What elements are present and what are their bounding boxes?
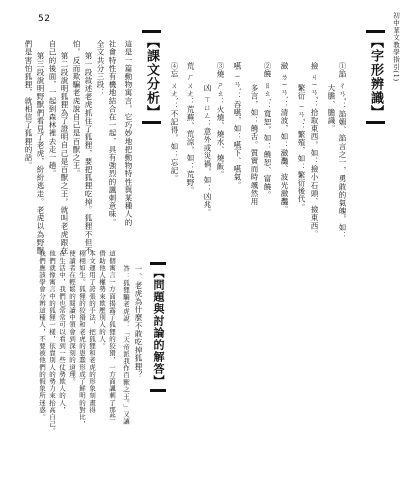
body-line: 栩栩如生。狐狸的狡猾和老虎的愚蠢形成了鮮明的對比， [78,250,86,428]
body-line: 們是害怕狐狸，就相信了狐狸的話。 [24,40,33,170]
body-line: 本文運用了誇張的手法，把狐狸和老虎的形象刻畫得 [88,250,96,414]
running-header: 初中華文教學指引(1) [392,12,400,83]
section-label: 問題與討論的解答 [152,279,165,375]
zixing-line: ④忘 ㄨㄤˋ：不記得，如：忘記。 [170,62,179,183]
bracket-close [152,375,165,387]
bracket-close [144,105,159,119]
section-label: 字形辨識 [368,49,383,105]
zixing-line: 荒 ㄏㄨㄤ：荒蕪、荒涼，如：荒野。 [186,62,195,195]
body-line: 社會特性有機地結合在一起，具有強烈的諷刺意味。 [108,40,117,227]
body-line: 他們就像寓言中的狐狸一樣，依靠別人的勢力來抬高自己。 [48,250,56,435]
question-line: 一、老虎為什麼不敢吃掉狐狸？ [134,265,143,379]
section-title-wenti [150,262,166,392]
page-number: 52 [38,14,51,24]
zixing-line: 凶 ㄒㄩㄥ：意外或災禍，如：凶兆。 [203,84,212,217]
bracket-open [368,35,383,49]
zixing-line: 瀲 ㄌㄧㄢˋ：清波，如：瀲灩、波光瀲灩。 [280,62,289,214]
zixing-line: 嚥 ㄧㄢˋ：吞嚥，如：嚥下、嚥氣。 [233,62,242,190]
bracket-close [368,105,383,119]
body-line: 第一段敘述老虎抓住了狐狸，要把狐狸吃掉。狐狸不但不 [84,52,93,255]
zixing-line: ③燒 ㄕㄠ：火燒、燒水、燒飯。 [216,62,225,179]
zixing-line: 繁衍 ㄧㄢˇ：繁殖，如：繁衍後代。 [297,84,306,212]
analysis-intro: 這是一篇動物寓言，它巧妙地把動物特性與某種人的 [124,40,133,227]
body-line: 在生活中，我們也常常可以看到一些仗勢欺人的人， [58,250,66,414]
body-line: 怕，反而欺騙老虎說自己是百獸之王。 [72,40,81,178]
section-label: 課文分析 [144,49,159,105]
body-line: 第三段說明野獸們看見了老虎，紛紛逃走。老虎以為野獸 [36,52,45,255]
body-line: 使讀者在輕鬆的閱讀中領會到深刻的道理。 [68,250,76,385]
section-title-kewen [142,30,161,124]
body-line: 借助他人權勢來欺壓別人的人。 [98,250,106,350]
zixing-line: ①諂 ㄔㄢˇ：諂媚、諂言之一，勇敢的氣魄，如： [338,62,347,240]
bracket-open [152,267,165,279]
body-line: 第二段說明狐狸為了證明自己是百獸之王，就叫老虎跟在 [60,52,69,255]
body-line: 我們應該學會分辨這種人，不要被他們的假象所迷惑。 [38,250,46,421]
body-line: 這個寓言一方面揭露了狐狸的狡猾，一方面諷刺了那些 [108,250,116,421]
bracket-open [144,35,159,49]
zixing-line: ②饒 ㄖㄠˊ：寬恕，如：饒恕、富饒。 [263,62,272,199]
zixing-line: 撿 ㄐㄧㄢˇ：拾取東西，如：撿小石頭、撿東西。 [310,62,319,238]
body-line: 全文共分三段： [96,40,105,97]
zixing-line: 大膽、膽識。 [327,84,336,133]
section-title-zixing [366,30,385,124]
zixing-line: 多言，如：饒舌。質實而時颯然用 [250,84,259,206]
body-line: 自己的後面，一起到森林裡去走一趟。 [48,40,57,178]
answer-line: 答：狐狸騙老虎說：「天帝派我作百獸之王。」又讓 [122,265,130,426]
